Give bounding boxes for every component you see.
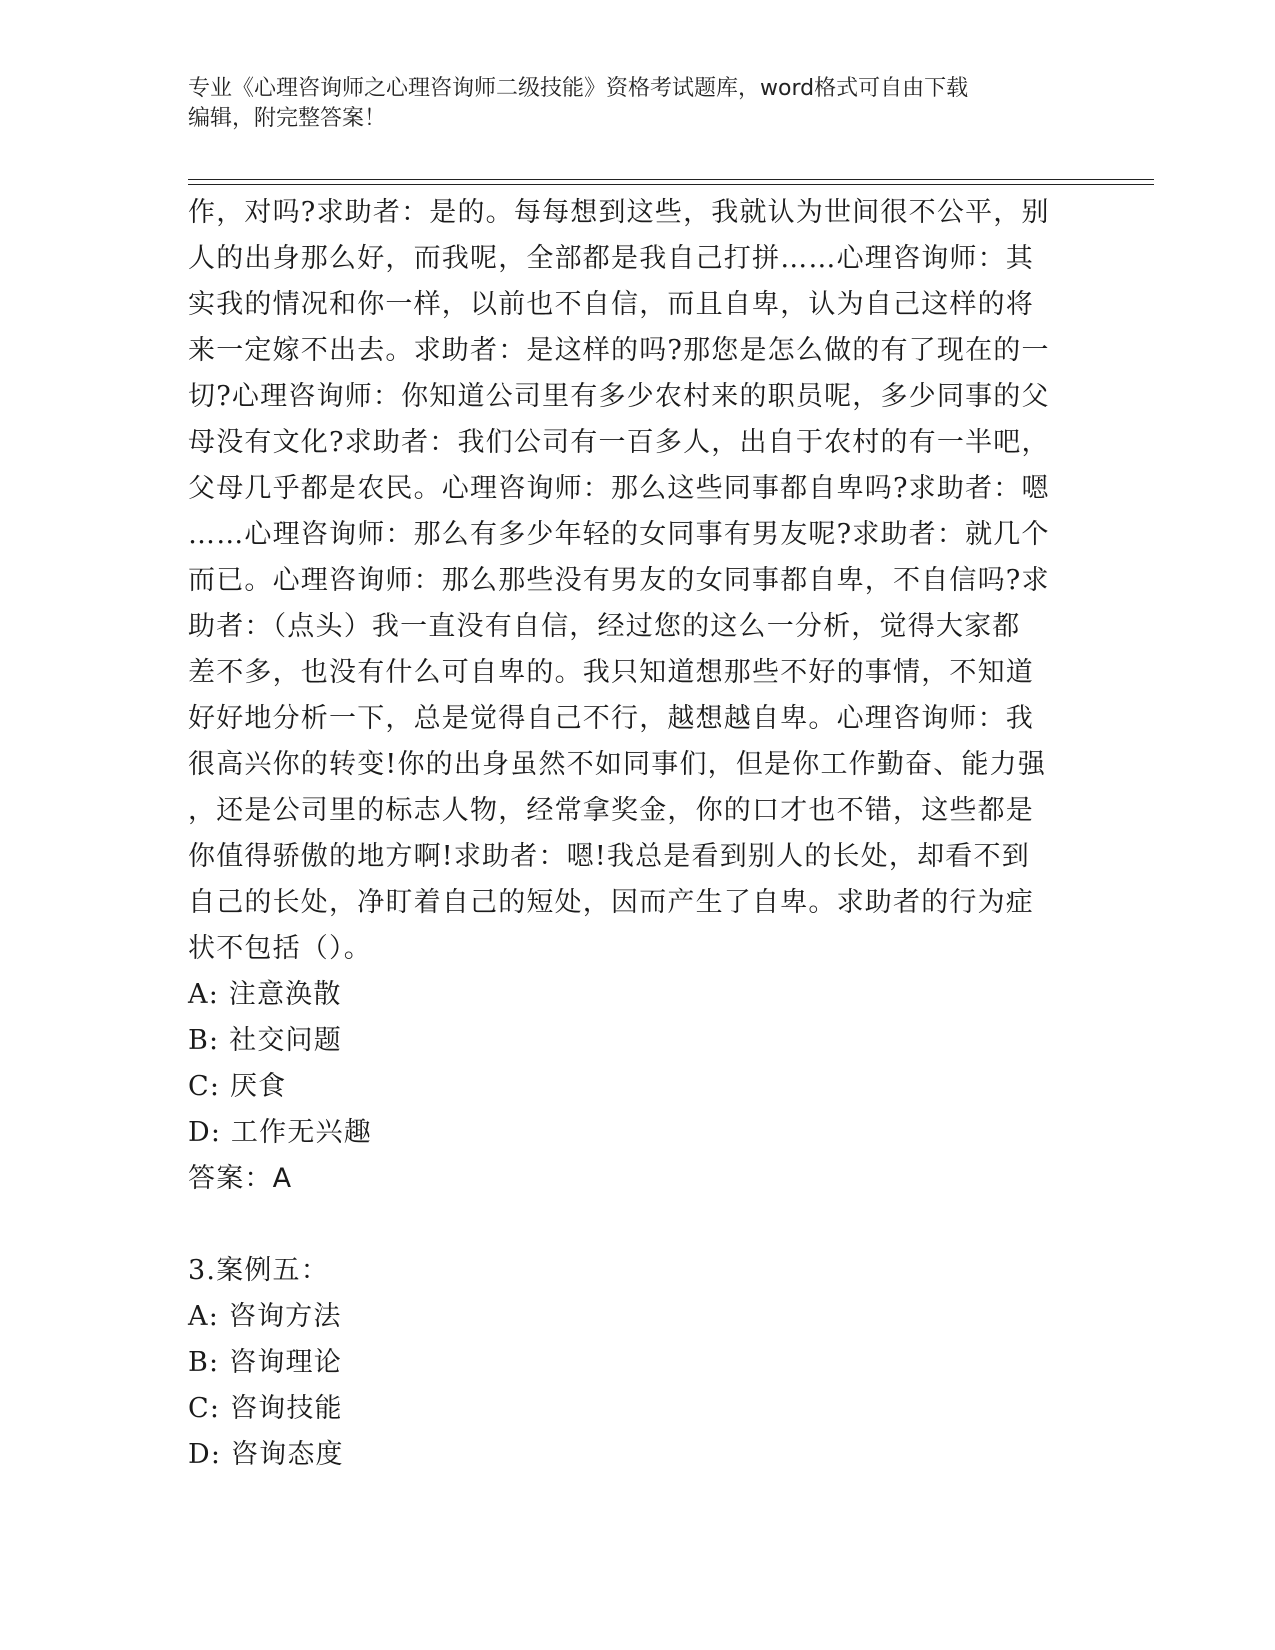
passage-line: 来一定嫁不出去。求助者：是这样的吗?那您是怎么做的有了现在的一 — [188, 335, 1050, 366]
header-line-2: 编辑，附完整答案！ — [188, 106, 387, 131]
option-d: D: 工作无兴趣 — [188, 1117, 372, 1148]
passage-line: 自己的长处，净盯着自己的短处，因而产生了自卑。求助者的行为症 — [188, 887, 1034, 918]
passage-line: ……心理咨询师：那么有多少年轻的女同事有男友呢?求助者：就几个 — [188, 519, 1050, 550]
passage-line: 实我的情况和你一样，以前也不自信，而且自卑，认为自己这样的将 — [188, 289, 1034, 320]
option-c: C: 咨询技能 — [188, 1393, 343, 1424]
document-body — [188, 190, 1088, 1478]
passage-line: 而已。心理咨询师：那么那些没有男友的女同事都自卑，不自信吗?求 — [188, 565, 1050, 596]
option-a: A: 注意涣散 — [188, 979, 342, 1010]
question-title: 3.案例五： — [188, 1255, 329, 1286]
option-b: B: 社交问题 — [188, 1025, 342, 1056]
document-header — [188, 74, 1068, 134]
passage-line: 差不多，也没有什么可自卑的。我只知道想那些不好的事情，不知道 — [188, 657, 1034, 688]
passage-line: 母没有文化?求助者：我们公司有一百多人，出自于农村的有一半吧， — [188, 427, 1050, 458]
answer-text: 答案：A — [188, 1163, 293, 1194]
header-line-1: 专业《心理咨询师之心理咨询师二级技能》资格考试题库，word格式可自由下载 — [188, 76, 969, 101]
option-a: A: 咨询方法 — [188, 1301, 342, 1332]
passage-line: 切?心理咨询师：你知道公司里有多少农村来的职员呢，多少同事的父 — [188, 381, 1050, 412]
passage-line: 人的出身那么好，而我呢，全部都是我自己打拼……心理咨询师：其 — [188, 243, 1034, 274]
option-c: C: 厌食 — [188, 1071, 287, 1102]
header-divider-top — [188, 179, 1154, 180]
option-b: B: 咨询理论 — [188, 1347, 342, 1378]
passage-line: 助者：（点头）我一直没有自信，经过您的这么一分析，觉得大家都 — [188, 611, 1021, 642]
section-spacer — [188, 1202, 1088, 1248]
passage-line: 状不包括（）。 — [188, 933, 372, 964]
passage-line: 你值得骄傲的地方啊!求助者：嗯!我总是看到别人的长处，却看不到 — [188, 841, 1030, 872]
passage-line: ，还是公司里的标志人物，经常拿奖金，你的口才也不错，这些都是 — [188, 795, 1034, 826]
option-d: D: 咨询态度 — [188, 1439, 344, 1470]
passage-line: 很高兴你的转变!你的出身虽然不如同事们，但是你工作勤奋、能力强 — [188, 749, 1047, 780]
passage-line: 父母几乎都是农民。心理咨询师：那么这些同事都自卑吗?求助者：嗯 — [188, 473, 1050, 504]
passage-line: 作，对吗?求助者：是的。每每想到这些，我就认为世间很不公平，别 — [188, 197, 1050, 228]
passage-line: 好好地分析一下，总是觉得自己不行，越想越自卑。心理咨询师：我 — [188, 703, 1034, 734]
header-divider-bottom — [188, 184, 1154, 185]
